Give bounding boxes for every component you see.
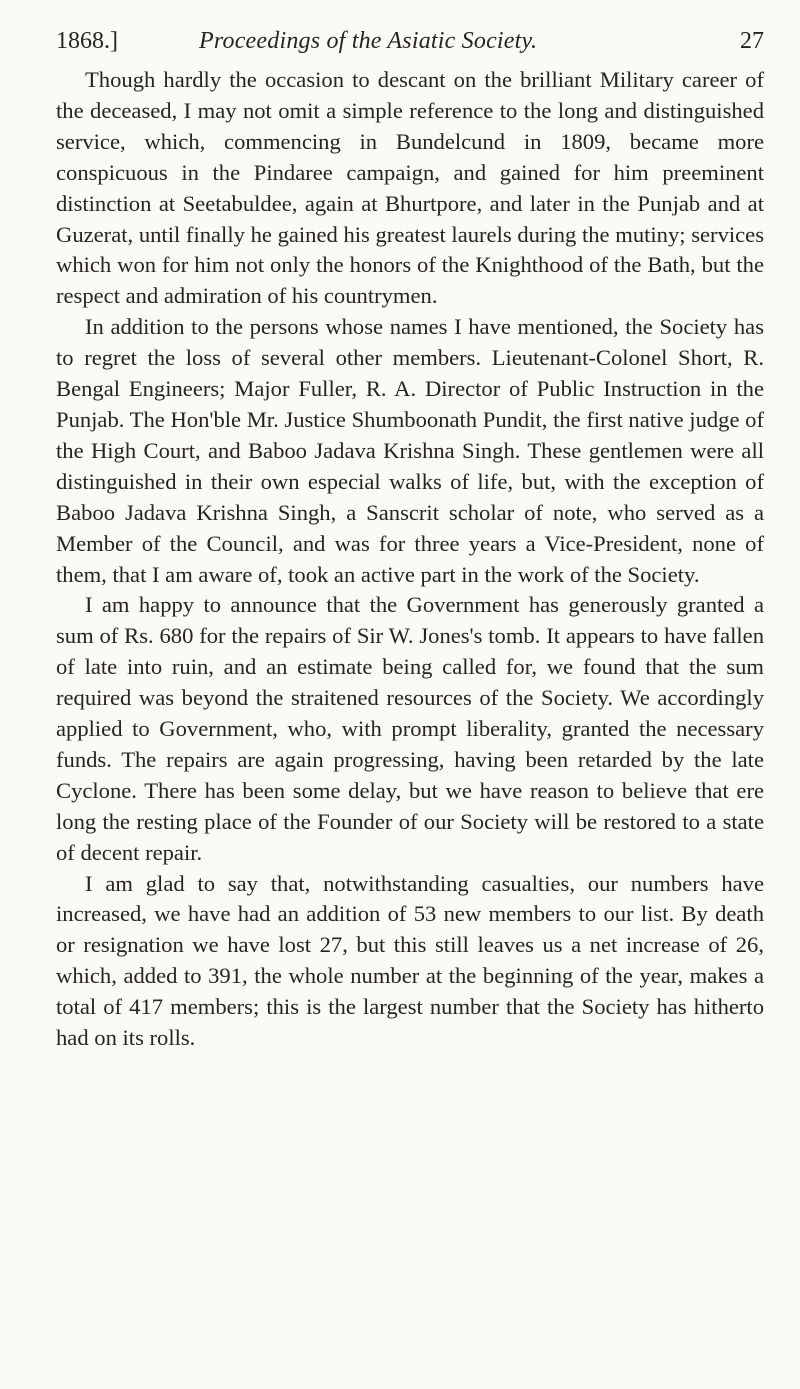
paragraph-deceased-members: In addition to the persons whose names I have mentioned, the Society has to regret the loss of several other members. Lieutenant-Colonel Short, R. Bengal Engineers; Major Fuller, R. A. Director of Public Instruction in the Punjab. The Hon'ble Mr. Justice Shumboonath Pundit, the first native judge of the High Court, and Baboo Jadava Krishna Singh. These gentlemen were all distinguished in their own especial walks of life, but, with the exception of Baboo Jadava Krishna Singh, a Sanscrit scholar of note, who served as a Member of the Council, and was for three years a Vice-President, none of them, that I am aware of, took an active part in the work of the Society. — [56, 314, 764, 587]
paragraph-military-career: Though hardly the occasion to descant on the brilliant Military career of the deceased, I may not omit a simple reference to the long and distinguished service, which, commencing in Bundelcund in 1809, became more conspicuous in the Pindaree campaign, and gained for him preeminent distinction at Seetabuldee, again at Bhurtpore, and later in the Punjab and at Guzerat, until finally he gained his greatest laurels during the mutiny; services which won for him not only the honors of the Knighthood of the Bath, but the respect and admiration of his countrymen. — [56, 67, 764, 309]
header-year: 1868.] — [56, 28, 118, 54]
paragraph-membership: I am glad to say that, notwithstanding casualties, our numbers have increased, we have had an addition of 53 new members to our list. By death or resignation we have lost 27, but this still leaves us a net increase of 26, which, added to 391, the whole number at the beginning of the year, makes a total of 417 members; this is the largest number that the Society has hitherto had on its rolls. — [56, 870, 764, 1051]
page-number: 27 — [740, 28, 764, 54]
body-text — [56, 65, 764, 1054]
paragraph-jones-tomb: I am happy to announce that the Government has generously granted a sum of Rs. 680 for the repairs of Sir W. Jones's tomb. It appears to have fallen of late into ruin, and an estimate being called for, we found that the sum required was beyond the straitened resources of the Society. We accordingly applied to Government, who, with prompt liberality, granted the necessary funds. The repairs are again progressing, having been retarded by the late Cyclone. There has been some delay, but we have reason to believe that ere long the resting place of the Founder of our Society will be restored to a state of decent repair. — [56, 592, 764, 865]
header-title: Proceedings of the Asiatic Society. — [199, 28, 538, 54]
running-header — [56, 18, 764, 64]
document-page — [56, 18, 764, 1054]
